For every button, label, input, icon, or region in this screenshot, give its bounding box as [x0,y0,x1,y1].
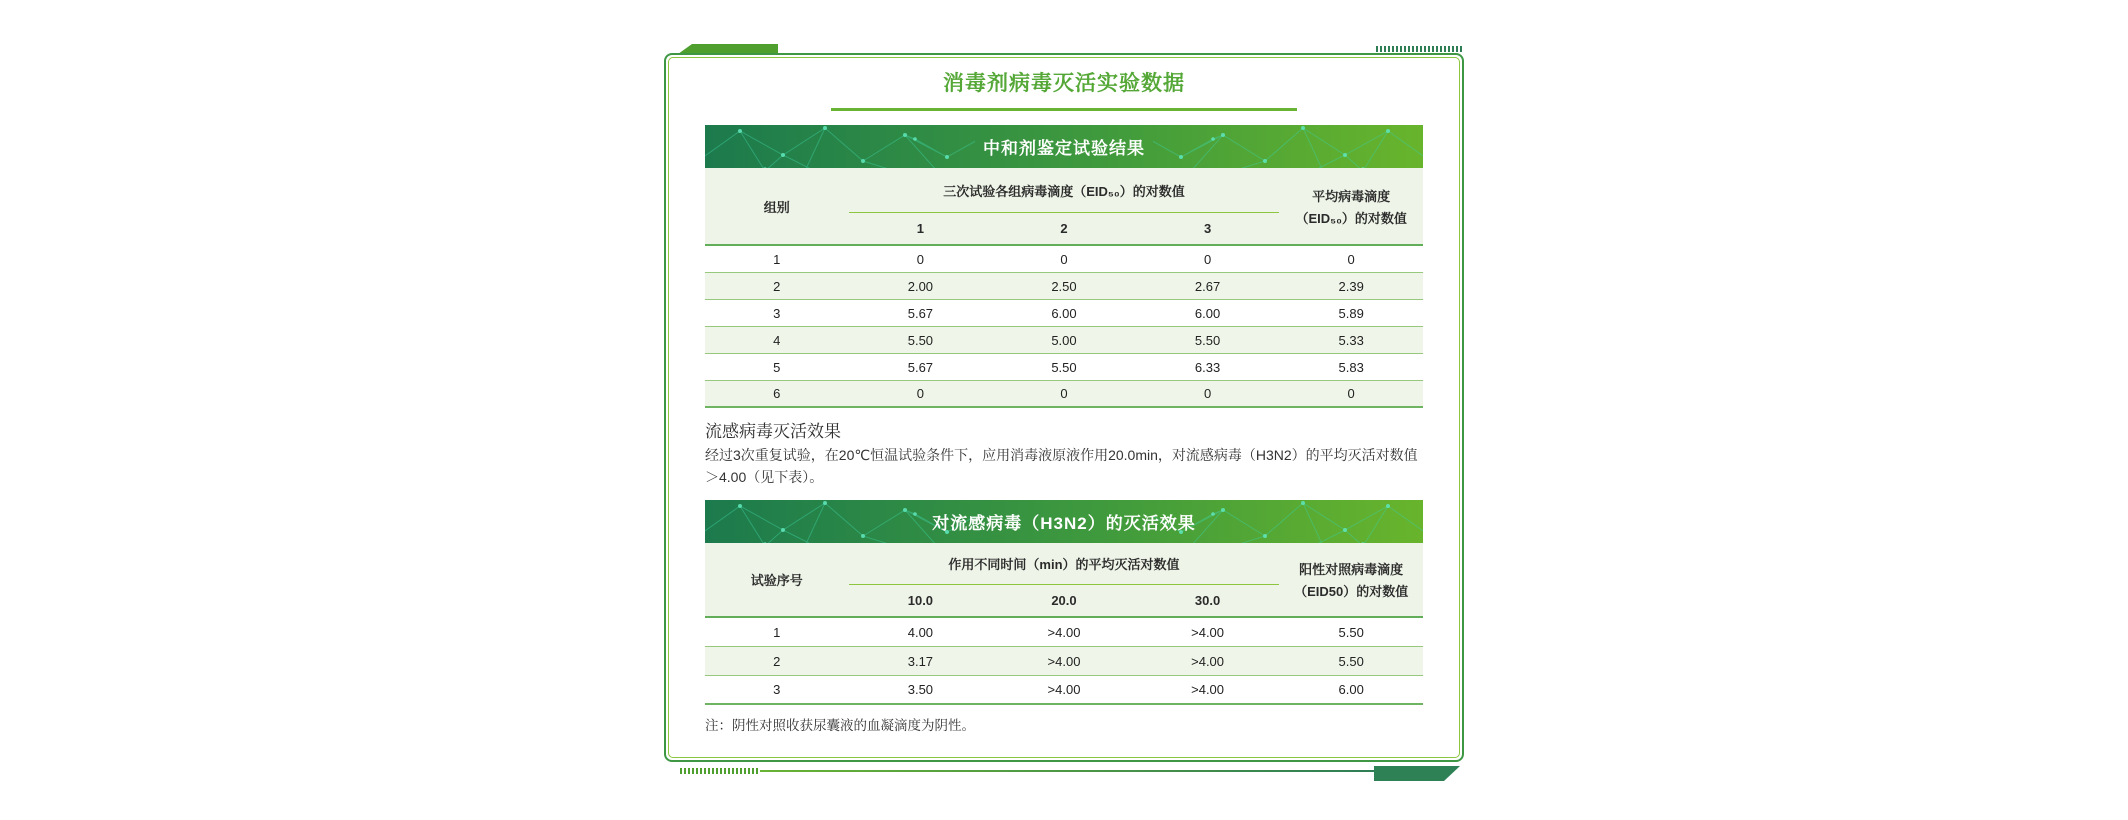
cell: >4.00 [1047,682,1081,697]
table-row [705,327,1423,354]
cell: 6.00 [1051,305,1077,321]
network-mesh-decoration-left [705,125,975,168]
cell: 3.17 [907,653,934,669]
page-title: 消毒剂病毒灭活实验数据 [943,72,1185,95]
table2-header-positive-line1: 阳性对照病毒滴度 [1299,562,1404,577]
table1-header-middle [849,168,1280,244]
report-card-inner [668,57,1460,758]
inactivation-effect-table [705,543,1423,705]
table1-banner-title: 中和剂鉴定试验结果 [983,139,1145,158]
cell: >4.00 [1191,653,1225,669]
cell: 0 [1203,386,1212,401]
table-row [705,300,1423,327]
table2-header-positive-line2: （EID50）的对数值 [1294,584,1409,599]
cell: 2.00 [907,278,934,294]
cell: 0 [1347,251,1355,267]
table1-header-average-line1: 平均病毒滴度 [1312,188,1391,204]
cell: 5.50 [1338,653,1364,669]
cell: 3.50 [907,682,934,697]
table2-header-positive-control [1279,543,1423,616]
cell: 0 [916,386,924,401]
cell: 0 [1347,386,1355,401]
bottom-accent-line [760,770,1376,772]
cell: 5.00 [1051,332,1077,348]
cell: 1 [773,251,781,267]
cell: 5.50 [1051,359,1077,375]
table2-subheader-20: 20.0 [1051,593,1077,608]
stripe-decoration-top-right [1376,46,1462,52]
table1-banner [705,125,1423,168]
cell: 0 [1060,251,1068,267]
cell: >4.00 [1047,624,1081,640]
cell: >4.00 [1191,624,1225,640]
table2-header-middle [849,543,1280,616]
table-row [705,273,1423,300]
cell: 1 [773,624,781,640]
table1-subheader-row [849,213,1280,244]
section-heading: 流感病毒灭活效果 [705,422,841,441]
cell: 5 [773,359,781,375]
cell: 5.50 [1194,332,1221,348]
cell: 6 [773,386,781,401]
table2-header-group [705,543,849,616]
cell: 3 [773,682,781,697]
table2-banner [705,500,1423,543]
network-mesh-decoration-right [1153,125,1423,168]
table-row [705,647,1423,676]
table-row [705,354,1423,381]
table1-header-average [1279,168,1423,244]
cell: 2.39 [1338,278,1364,294]
cell: 5.50 [907,332,934,348]
cell: 3 [773,305,781,321]
cell: 0 [916,251,924,267]
cell: 5.33 [1338,332,1364,348]
cell: 6.00 [1338,682,1364,697]
cell: 5.89 [1338,305,1364,321]
cell: 2 [773,653,781,669]
table2-header [705,543,1423,618]
table-row [705,676,1423,705]
cell: 5.67 [907,359,934,375]
table2-banner-title: 对流感病毒（H3N2）的灭活效果 [932,514,1196,533]
corner-tab-decoration-bottom-right [1374,766,1460,781]
cell: 5.50 [1338,624,1364,640]
cell: 4.00 [907,624,934,640]
table2-subheader-30: 30.0 [1194,593,1221,608]
table1-header-group-label: 组别 [763,199,790,215]
neutralizer-results-table [705,168,1423,408]
cell: 2 [773,278,781,294]
cell: 5.83 [1338,359,1364,375]
cell: 2.67 [1194,278,1221,294]
report-card [664,53,1464,762]
table2-header-group-label: 试验序号 [750,573,803,588]
title-underline [831,108,1297,111]
table1-subheader-3: 3 [1203,221,1212,236]
cell: >4.00 [1191,682,1225,697]
table1-span-header: 三次试验各组病毒滴度（EID₅₀）的对数值 [849,168,1280,213]
table1-header-group [705,168,849,244]
table2-subheader-row [849,585,1280,616]
table1-subheader-1: 1 [916,221,924,236]
table-row [705,381,1423,408]
table2-span-header: 作用不同时间（min）的平均灭活对数值 [849,543,1280,585]
cell: 0 [1203,251,1212,267]
cell: 6.00 [1194,305,1221,321]
cell: 2.50 [1051,278,1077,294]
cell: 6.33 [1194,359,1221,375]
cell: 5.67 [907,305,934,321]
table1-subheader-2: 2 [1060,221,1068,236]
cell: 4 [773,332,781,348]
cell: >4.00 [1047,653,1081,669]
table-row [705,246,1423,273]
table-row [705,618,1423,647]
table1-header [705,168,1423,246]
stripe-decoration-bottom-left [680,768,760,774]
table1-header-average-line2: （EID₅₀）的对数值 [1295,210,1407,226]
section-paragraph: 经过3次重复试验，在20℃恒温试验条件下，应用消毒液原液作用20.0min，对流感病毒（H3N2）的平均灭活对数值＞4.00（见下表）。 [705,447,1418,485]
footnote: 注：阴性对照收获尿囊液的血凝滴度为阴性。 [705,718,975,733]
cell: 0 [1060,386,1068,401]
table2-subheader-10: 10.0 [907,593,934,608]
